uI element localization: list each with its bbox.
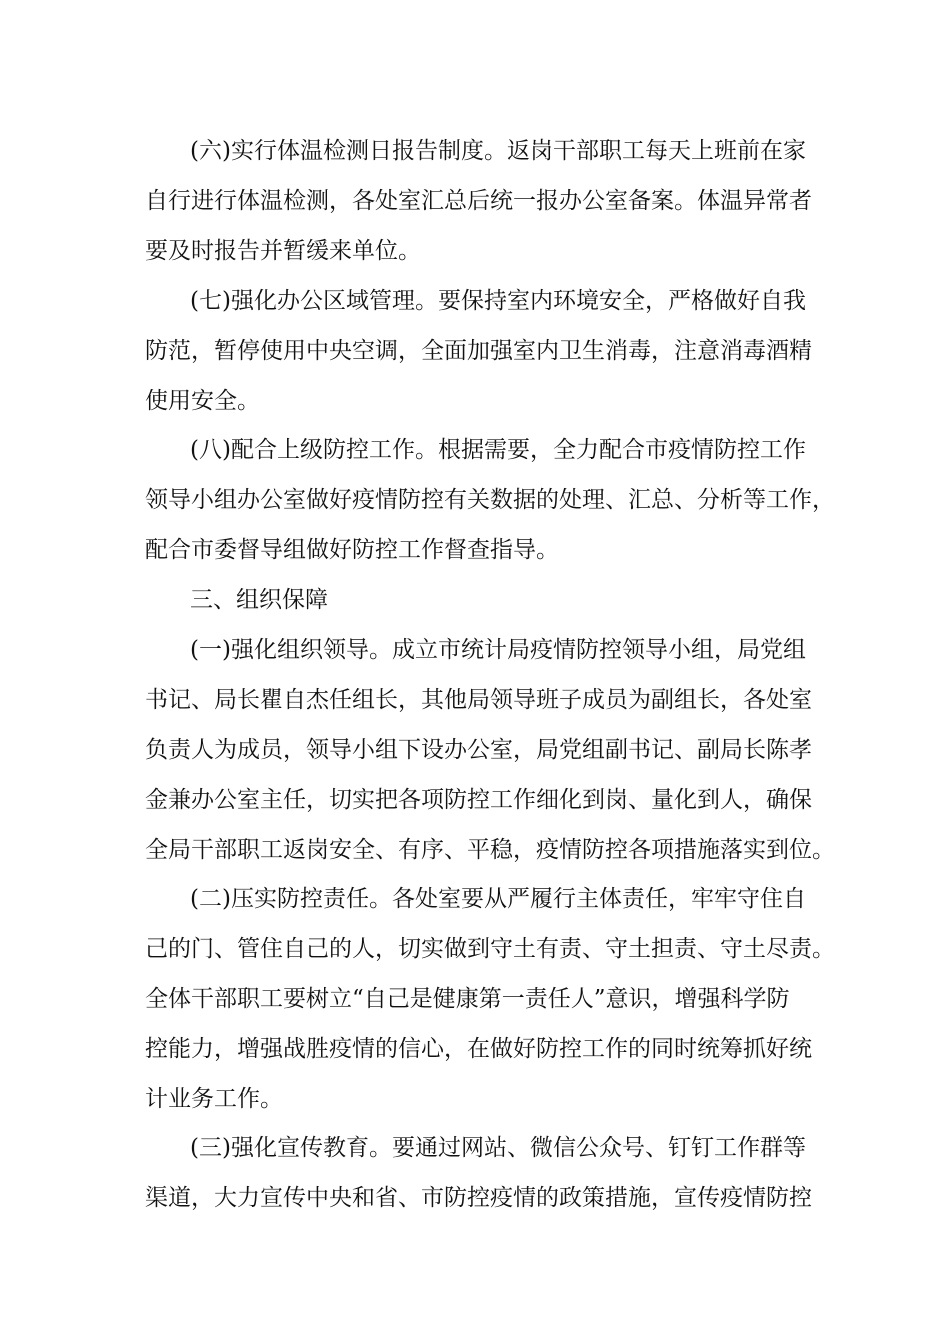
paragraph-org-3-line-2: 渠道，大力宣传中央和省、市防控疫情的政策措施，宣传疫情防控 [145,1185,812,1211]
paragraph-org-3-line-1: (三)强化宣传教育。要通过网站、微信公众号、钉钉工作群等 [190,1135,806,1161]
paragraph-org-1-line-4: 金兼办公室主任，切实把各项防控工作细化到岗、量化到人，确保 [145,787,812,813]
paragraph-org-1-line-1: (一)强化组织领导。成立市统计局疫情防控领导小组，局党组 [190,637,806,663]
paragraph-org-2-line-5: 计业务工作。 [145,1086,283,1112]
paragraph-8-line-1: (八)配合上级防控工作。根据需要，全力配合市疫情防控工作 [190,437,806,463]
paragraph-org-2-line-2: 己的门、管住自己的人，切实做到守土有责、守土担责、守土尽责。 [145,936,835,962]
paragraph-org-2-line-4: 控能力，增强战胜疫情的信心，在做好防控工作的同时统筹抓好统 [145,1036,812,1062]
paragraph-org-1-line-3: 负责人为成员，领导小组下设办公室，局党组副书记、副局长陈孝 [145,737,812,763]
paragraph-org-1-line-2: 书记、局长瞿自杰任组长，其他局领导班子成员为副组长，各处室 [145,687,812,713]
paragraph-6-line-3: 要及时报告并暂缓来单位。 [145,238,421,264]
paragraph-org-1-line-5: 全局干部职工返岗安全、有序、平稳，疫情防控各项措施落实到位。 [145,837,835,863]
paragraph-org-2-line-3: 全体干部职工要树立“自己是健康第一责任人”意识，增强科学防 [145,986,790,1012]
paragraph-7-line-3: 使用安全。 [145,388,260,414]
paragraph-6-line-2: 自行进行体温检测，各处室汇总后统一报办公室备案。体温异常者 [145,188,812,214]
paragraph-6-line-1: (六)实行体温检测日报告制度。返岗干部职工每天上班前在家 [190,138,806,164]
paragraph-7-line-2: 防范，暂停使用中央空调，全面加强室内卫生消毒，注意消毒酒精 [145,338,812,364]
paragraph-7-line-1: (七)强化办公区域管理。要保持室内环境安全，严格做好自我 [190,288,806,314]
paragraph-8-line-3: 配合市委督导组做好防控工作督查指导。 [145,537,559,563]
paragraph-org-2-line-1: (二)压实防控责任。各处室要从严履行主体责任，牢牢守住自 [190,886,806,912]
section-heading-organization: 三、组织保障 [190,587,328,613]
paragraph-8-line-2: 领导小组办公室做好疫情防控有关数据的处理、汇总、分析等工作， [145,487,835,513]
